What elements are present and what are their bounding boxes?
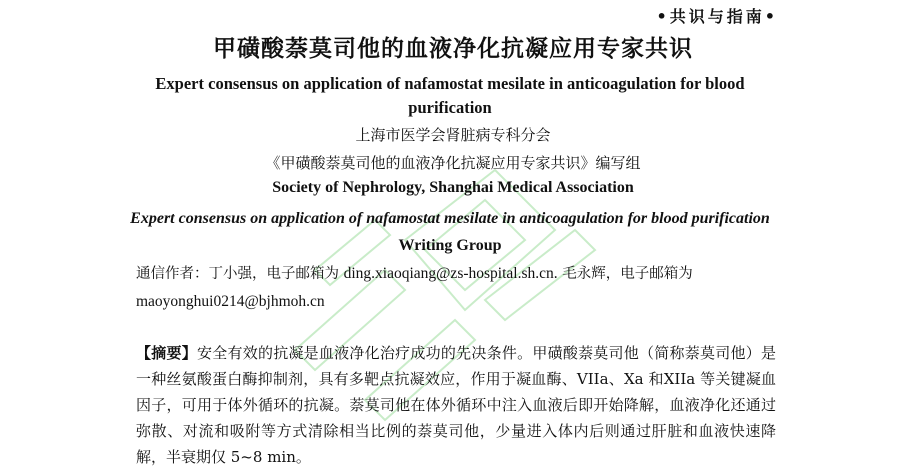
corresponding-author <box>136 260 776 316</box>
section-tag: •共识与指南• <box>656 7 778 26</box>
contact-prefix: 通信作者：丁小强，电子邮箱为 <box>136 266 344 282</box>
writing-group-english-plain: Writing Group <box>398 237 502 254</box>
writing-group-english-italic: Expert consensus on application of nafamostat mesilate in anticoagulation for blood purification <box>130 210 770 227</box>
email-link-2[interactable]: maoyonghui0214@bjhmoh.cn <box>136 293 325 310</box>
abstract-label: 【摘要】 <box>136 344 197 362</box>
contact-middle: 毛永辉，电子邮箱为 <box>557 266 693 282</box>
writing-group-chinese: 《甲磺酸萘莫司他的血液净化抗凝应用专家共识》编写组 <box>265 154 641 172</box>
email-link-1[interactable]: ding.xiaoqiang@zs-hospital.sh.cn. <box>343 265 558 282</box>
affiliation-english: Society of Nephrology, Shanghai Medical Association <box>272 179 634 196</box>
abstract <box>136 340 776 470</box>
title-english: Expert consensus on application of nafamostat mesilate in anticoagulation for blood purification <box>155 74 745 117</box>
affiliation-chinese: 上海市医学会肾脏病专科分会 <box>355 126 551 144</box>
title-chinese: 甲磺酸萘莫司他的血液净化抗凝应用专家共识 <box>213 36 693 62</box>
writing-group-english <box>120 205 780 259</box>
abstract-text: 安全有效的抗凝是血液净化治疗成功的先决条件。甲磺酸萘莫司他（简称萘莫司他）是一种丝氨酸蛋白酶抑制剂，具有多靶点抗凝效应，作用于凝血酶、VIIa、Xa 和XIIa 等关键凝血因子，可用于体外循环的抗凝。萘莫司他在体外循环中注入血液后即开始降解，血液净化还通过弥散、对流和吸附等方式清除相当比例的萘莫司他，少量进入体内后则通过肝脏和血液快速降解，半衰期仅 5~8 min。 <box>136 344 776 466</box>
